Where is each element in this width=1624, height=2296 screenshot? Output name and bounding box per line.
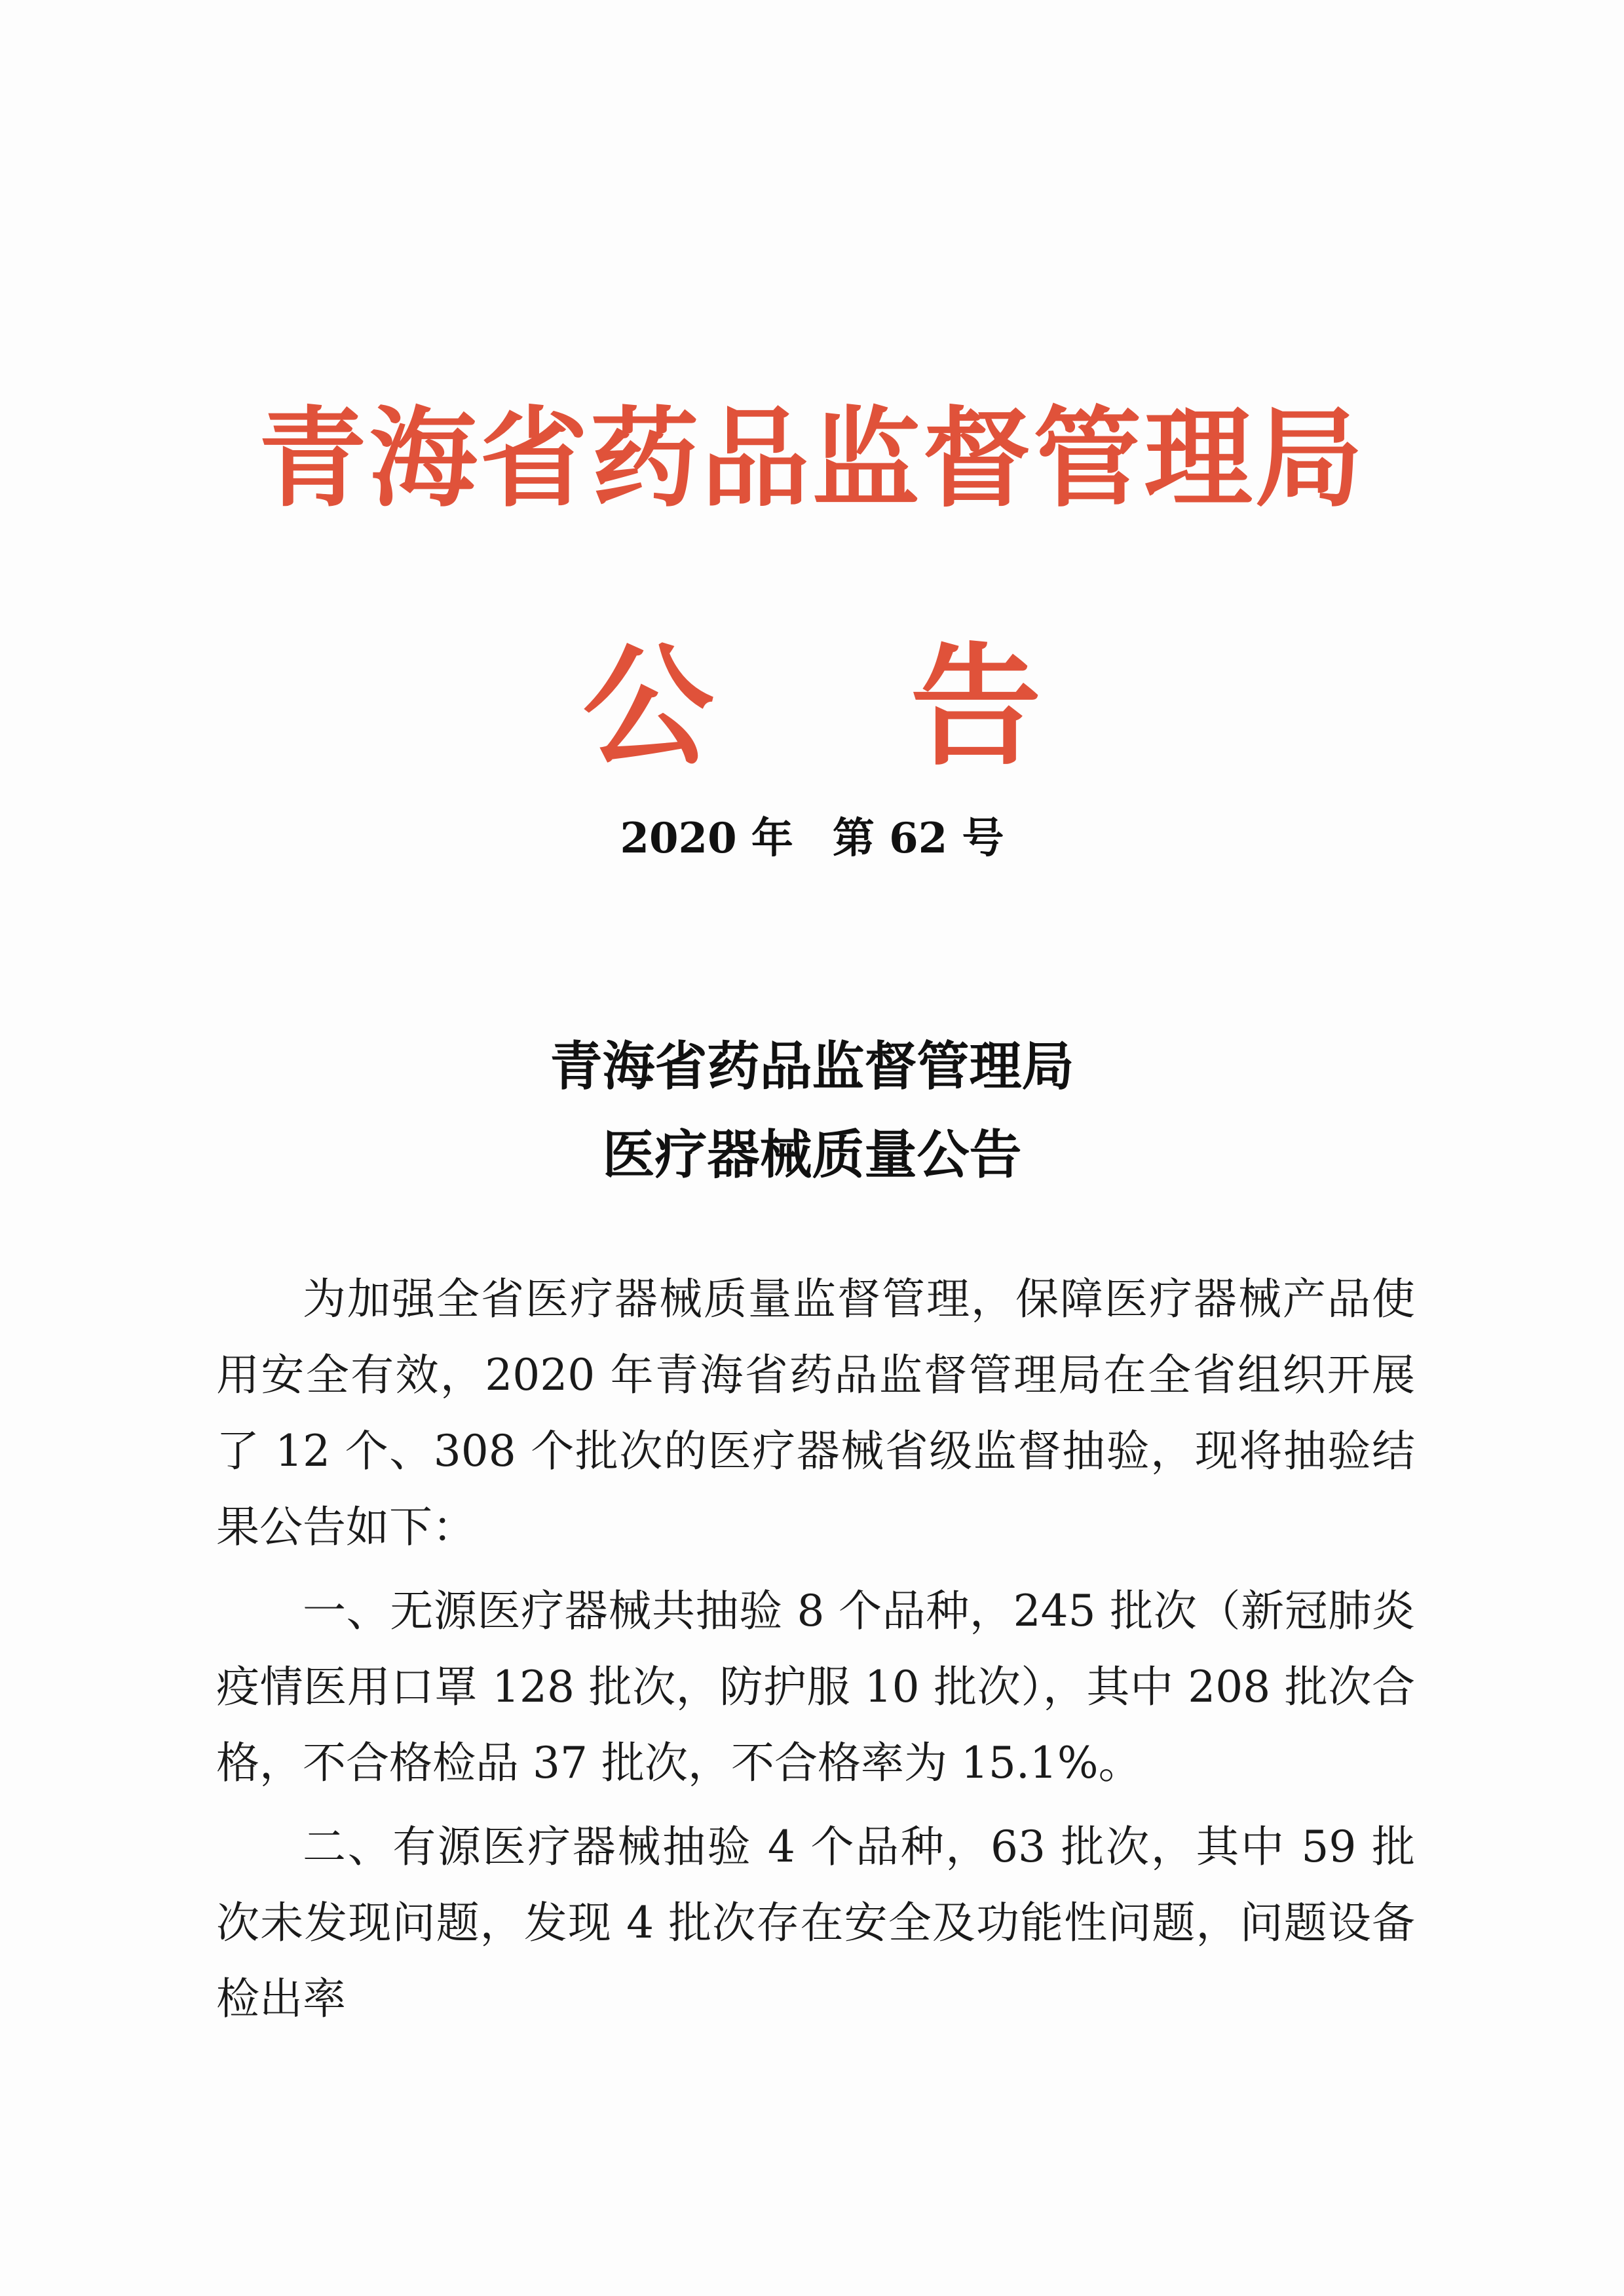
title-line-1: 青海省药品监督管理局 xyxy=(550,1035,1074,1097)
document-number xyxy=(0,809,1624,868)
doc-number-year: 2020 年 xyxy=(620,814,793,863)
body-paragraph-3: 二、有源医疗器械抽验 4 个品种，63 批次，其中 59 批次未发现问题，发现 4 批次存在安全及功能性问题，问题设备检出率 xyxy=(216,1822,1415,2024)
title-line-2: 医疗器械质量公告 xyxy=(602,1124,1022,1185)
body-paragraph-1: 为加强全省医疗器械质量监督管理，保障医疗器械产品使用安全有效，2020 年青海省药品监督管理局在全省组织开展了 12 个、308 个批次的医疗器械省级监督抽验，现将抽验结果公告如下： xyxy=(216,1274,1415,1552)
issuer-heading: 青海省药品监督管理局 xyxy=(258,396,1366,522)
body-paragraph-2: 一、无源医疗器械共抽验 8 个品种，245 批次（新冠肺炎疫情医用口罩 128 批次，防护服 10 批次），其中 208 批次合格，不合格检品 37 批次，不合格率为 15.1%。 xyxy=(216,1586,1415,1788)
doc-type-char-2: 告 xyxy=(910,631,1042,784)
doc-type-char-1: 公 xyxy=(582,631,714,784)
document-body xyxy=(216,1261,1415,2045)
document-type-heading xyxy=(0,632,1624,783)
doc-number-seq: 第 62 号 xyxy=(832,814,1004,863)
document-title xyxy=(0,1022,1624,1199)
